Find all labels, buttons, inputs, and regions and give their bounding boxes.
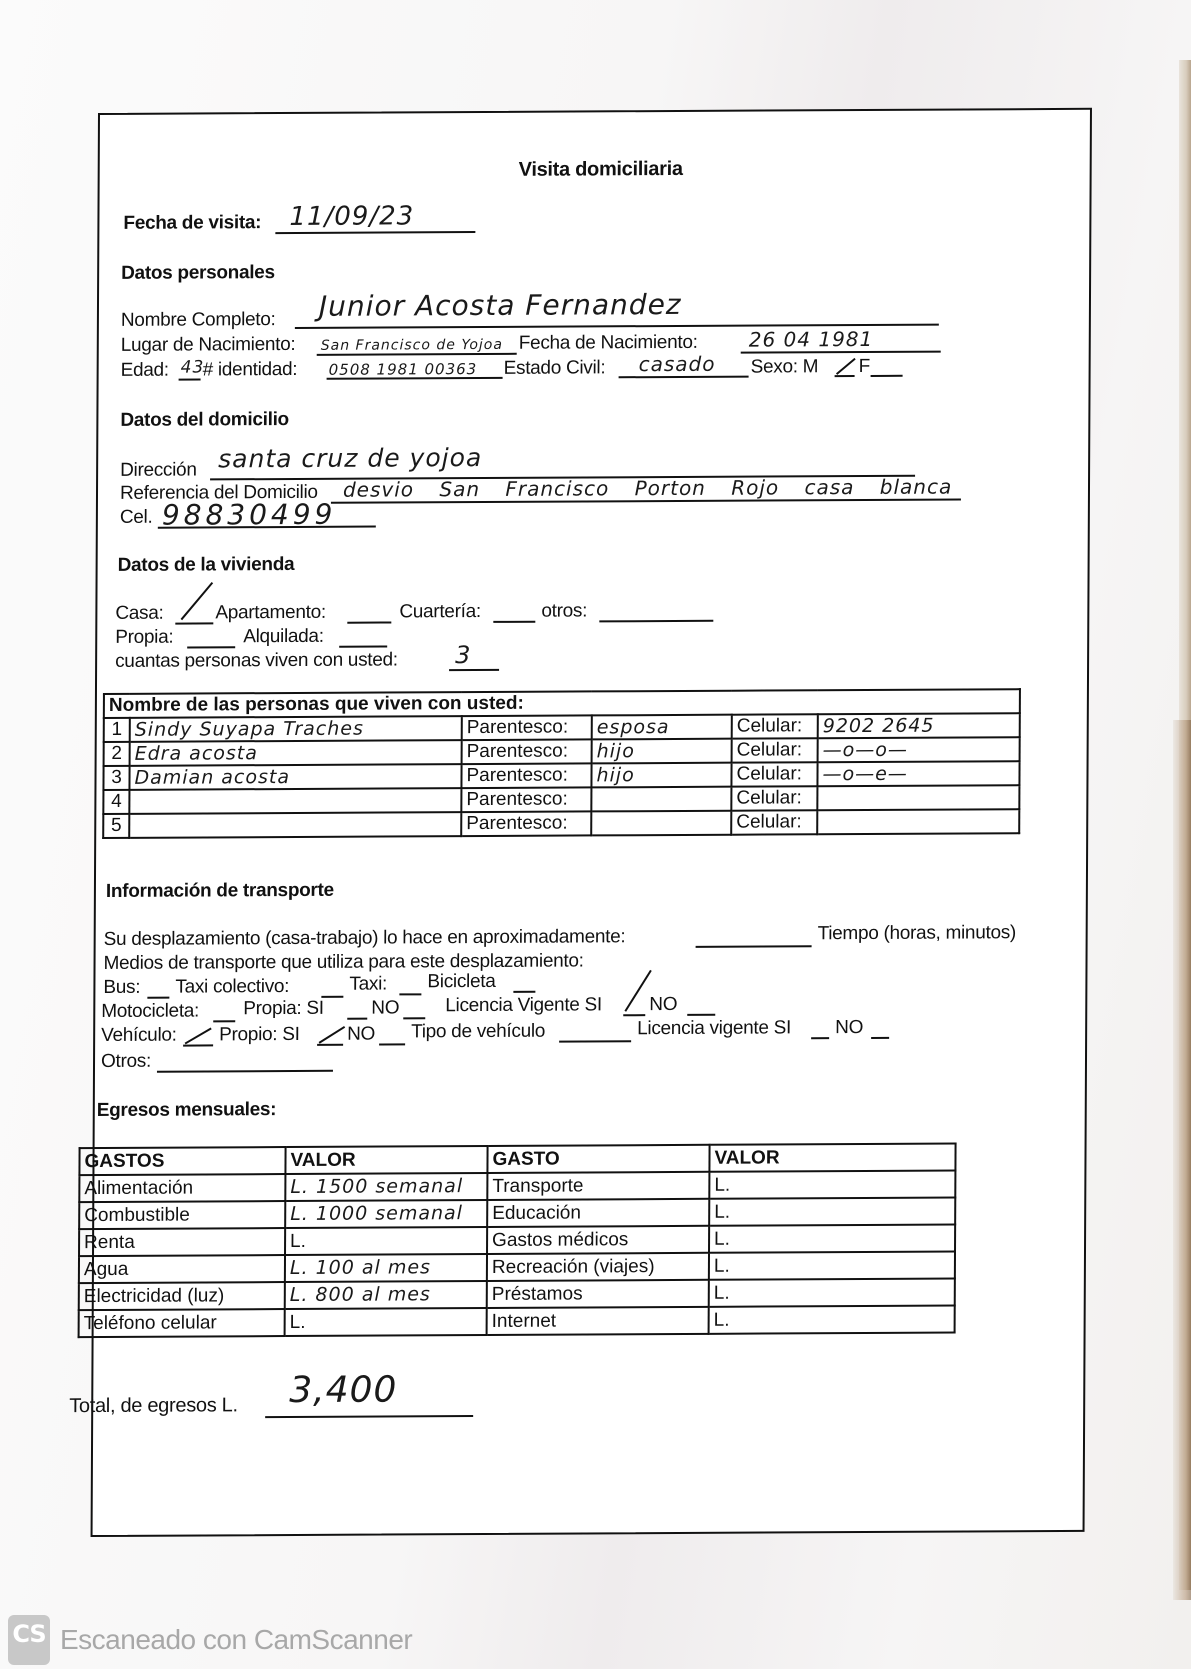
relation-label: Parentesco: — [462, 739, 592, 764]
apartamento-line — [347, 621, 391, 623]
alquilada-label: Alquilada: — [243, 625, 324, 648]
license2-no-line — [871, 1037, 889, 1039]
household-count-line — [449, 669, 499, 671]
casa-line — [175, 622, 213, 624]
household-table — [102, 688, 1021, 839]
camscanner-watermark — [8, 1615, 412, 1665]
celular-value[interactable]: 9202 2645 — [818, 713, 1020, 738]
id-value[interactable]: 0508 1981 00363 — [328, 360, 478, 379]
section-housing: Datos de la vivienda — [117, 553, 295, 576]
celular-value[interactable] — [817, 809, 1019, 834]
expense-value[interactable]: L. — [709, 1306, 955, 1334]
apartamento-label: Apartamento: — [215, 601, 326, 624]
phone-label: Cel. — [119, 506, 153, 528]
expense-value[interactable]: L. 1000 semanal — [285, 1200, 487, 1228]
vehicle-own-si-line — [317, 1044, 343, 1046]
expenses-header: GASTO — [487, 1145, 709, 1173]
alquilada-line — [339, 645, 387, 647]
vehicle-type-label: Tipo de vehículo — [411, 1020, 546, 1043]
full-name-label: Nombre Completo: — [120, 309, 276, 331]
phone-value[interactable]: 98830499 — [161, 497, 337, 532]
expense-item: Educación — [487, 1199, 709, 1227]
visit-date-label: Fecha de visita: — [123, 212, 262, 234]
moto-no-line — [403, 1017, 425, 1019]
bus-line — [147, 997, 169, 999]
cuarteria-line — [493, 621, 535, 623]
row-number: 4 — [103, 790, 129, 814]
expense-value[interactable]: L. — [709, 1225, 955, 1253]
visit-date-value[interactable]: 11/09/23 — [289, 201, 415, 232]
casa-label: Casa: — [115, 602, 164, 624]
expense-item: Alimentación — [79, 1174, 285, 1202]
vehicle-type-line — [559, 1040, 631, 1042]
row-number: 1 — [104, 718, 130, 742]
vehicle-own-no-label: NO — [347, 1023, 376, 1045]
camscanner-logo-icon — [8, 1615, 50, 1665]
relation-value[interactable] — [591, 811, 731, 836]
celular-value[interactable]: —o—o— — [818, 737, 1020, 762]
birthdate-line — [741, 351, 941, 354]
id-label: # identidad: — [202, 358, 298, 381]
expenses-header: VALOR — [285, 1146, 487, 1174]
taxi-colectivo-line — [321, 996, 343, 998]
sex-f-label: F — [858, 355, 871, 378]
row-number: 3 — [103, 766, 129, 790]
expense-item: Teléfono celular — [79, 1309, 285, 1337]
expense-item: Gastos médicos — [487, 1226, 709, 1254]
relation-label: Parentesco: — [462, 715, 592, 740]
vehicle-line — [183, 1044, 213, 1046]
sex-m-line — [835, 375, 855, 377]
celular-label: Celular: — [731, 762, 817, 786]
person-name[interactable] — [129, 812, 461, 838]
total-expenses-value[interactable]: 3,400 — [289, 1369, 398, 1412]
vehicle-check-mark[interactable] — [185, 1028, 212, 1045]
relation-value[interactable]: esposa — [592, 715, 732, 740]
commute-line — [696, 945, 812, 948]
license2-no-label: NO — [835, 1017, 864, 1039]
commute-unit: Tiempo (horas, minutos) — [817, 922, 1017, 945]
celular-label: Celular: — [732, 714, 818, 738]
taxi-colectivo-label: Taxi colectivo: — [175, 976, 290, 998]
total-expenses-label: Total, de egresos L. — [69, 1394, 238, 1418]
moto-no-label: NO — [371, 997, 400, 1019]
section-domicile: Datos del domicilio — [120, 409, 289, 431]
vehicle-own-check-mark[interactable] — [319, 1026, 346, 1044]
birthdate-value[interactable]: 26 04 1981 — [748, 326, 874, 352]
expenses-header: GASTOS — [79, 1147, 285, 1175]
taxi-line — [399, 993, 421, 995]
license-label: Licencia Vigente SI — [445, 994, 602, 1017]
moto-line — [213, 1020, 235, 1022]
moto-si-line — [347, 1018, 367, 1020]
celular-value[interactable]: —o—e— — [817, 761, 1019, 786]
expense-item: Recreación (viajes) — [487, 1253, 709, 1281]
civil-label: Estado Civil: — [503, 357, 606, 379]
relation-value[interactable] — [591, 787, 731, 812]
page-edge-shadow-lower — [1173, 720, 1191, 1600]
age-line — [179, 378, 201, 380]
household-count-label: cuantas personas viven con usted: — [115, 649, 398, 672]
row-number: 5 — [103, 814, 129, 838]
expenses-header: VALOR — [709, 1144, 955, 1172]
birthdate-label: Fecha de Nacimiento: — [518, 331, 698, 354]
age-label: Edad: — [120, 359, 169, 381]
commute-label: Su desplazamiento (casa-trabajo) lo hace en aproximadamente: — [103, 926, 626, 950]
license2-si-line — [811, 1037, 829, 1039]
sex-label: Sexo: M — [750, 356, 819, 378]
relation-value[interactable]: hijo — [592, 739, 732, 764]
relation-value[interactable]: hijo — [591, 763, 731, 788]
license-no-label: NO — [649, 993, 678, 1016]
expense-item: Renta — [79, 1228, 285, 1256]
expense-value[interactable]: L. — [709, 1279, 955, 1307]
propia-label: Propia: — [115, 626, 174, 648]
form-title: Visita domiciliaria — [518, 157, 683, 181]
reference-value[interactable]: desvio San Francisco Porton Rojo casa blanca — [342, 474, 953, 502]
section-expenses: Egresos mensuales: — [96, 1099, 277, 1122]
address-label: Dirección — [120, 459, 197, 481]
person-name[interactable]: Sindy Suyapa Traches — [130, 716, 462, 742]
person-name[interactable]: Damian acosta — [129, 764, 461, 790]
expense-value[interactable]: L. — [709, 1198, 955, 1226]
celular-value[interactable] — [817, 785, 1019, 810]
expense-row — [79, 1306, 955, 1338]
license-no-line — [687, 1014, 715, 1016]
sex-m-check-mark[interactable] — [836, 358, 856, 375]
expenses-table — [78, 1143, 957, 1339]
vehicle-label: Vehículo: — [101, 1024, 177, 1046]
civil-line — [619, 376, 749, 379]
expense-value[interactable]: L. — [709, 1252, 955, 1280]
expense-value[interactable]: L. 100 al mes — [285, 1254, 487, 1282]
celular-label: Celular: — [732, 738, 818, 762]
household-table-heading: Nombre de las personas que viven con usted: — [104, 689, 1020, 718]
relation-label: Parentesco: — [461, 811, 591, 836]
bicicleta-label: Bicicleta — [427, 970, 496, 993]
form-page — [69, 108, 1092, 1537]
household-count-value[interactable]: 3 — [455, 641, 472, 670]
birthplace-label: Lugar de Nacimiento: — [120, 333, 296, 356]
license-si-line — [623, 1014, 645, 1016]
expense-item: Agua — [79, 1255, 285, 1283]
moto-propia-label: Propia: SI — [243, 997, 324, 1020]
sex-f-line — [871, 375, 903, 377]
section-personal: Datos personales — [121, 262, 275, 284]
household-row — [103, 809, 1019, 838]
section-transport: Información de transporte — [105, 879, 334, 902]
expense-item: Internet — [487, 1307, 709, 1335]
person-name[interactable] — [129, 788, 461, 814]
other-transport-line — [157, 1070, 333, 1073]
casa-check-mark[interactable] — [181, 582, 214, 620]
otros-line — [599, 620, 713, 623]
other-transport-label: Otros: — [100, 1050, 152, 1072]
license2-label: Licencia vigente SI — [637, 1017, 792, 1040]
id-line — [327, 377, 503, 380]
full-name-value[interactable]: Junior Acosta Fernandez — [318, 287, 682, 323]
relation-label: Parentesco: — [461, 787, 591, 812]
expense-value[interactable]: L. — [285, 1227, 487, 1255]
total-expenses-line — [265, 1415, 473, 1418]
cuarteria-label: Cuartería: — [399, 601, 481, 623]
reference-label: Referencia del Domicilio — [119, 481, 318, 504]
bus-label: Bus: — [103, 976, 141, 998]
expense-value[interactable]: L. 800 al mes — [285, 1281, 487, 1309]
expense-item: Electricidad (luz) — [79, 1282, 285, 1310]
vehicle-own-label: Propio: SI — [219, 1023, 300, 1046]
row-number: 2 — [104, 742, 130, 766]
expense-value[interactable]: L. — [285, 1308, 487, 1336]
expense-item: Transporte — [487, 1172, 709, 1200]
expense-value[interactable]: L. — [709, 1171, 955, 1199]
camscanner-text: Escaneado con CamScanner — [60, 1624, 413, 1655]
birthplace-line — [317, 353, 517, 356]
expense-value[interactable]: L. 1500 semanal — [285, 1173, 487, 1201]
age-value[interactable]: 43 — [180, 357, 205, 378]
address-value[interactable]: santa cruz de yojoa — [218, 442, 483, 474]
means-label: Medios de transporte que utiliza para este desplazamiento: — [103, 950, 584, 974]
vehicle-own-no-line — [379, 1043, 405, 1045]
celular-label: Celular: — [731, 786, 817, 810]
relation-label: Parentesco: — [461, 763, 591, 788]
moto-label: Motocicleta: — [101, 1000, 200, 1022]
civil-value[interactable]: casado — [638, 351, 716, 377]
person-name[interactable]: Edra acosta — [130, 740, 462, 766]
propia-line — [187, 646, 235, 648]
taxi-label: Taxi: — [349, 973, 388, 995]
celular-label: Celular: — [731, 810, 817, 834]
expense-item: Combustible — [79, 1201, 285, 1229]
otros-label: otros: — [541, 600, 588, 622]
bicicleta-line — [513, 991, 535, 993]
license-si-check-mark[interactable] — [624, 970, 651, 1012]
birthplace-value[interactable]: San Francisco de Yojoa — [320, 336, 504, 354]
expense-item: Préstamos — [487, 1280, 709, 1308]
camscanner-logo-text: CS — [12, 1620, 46, 1648]
